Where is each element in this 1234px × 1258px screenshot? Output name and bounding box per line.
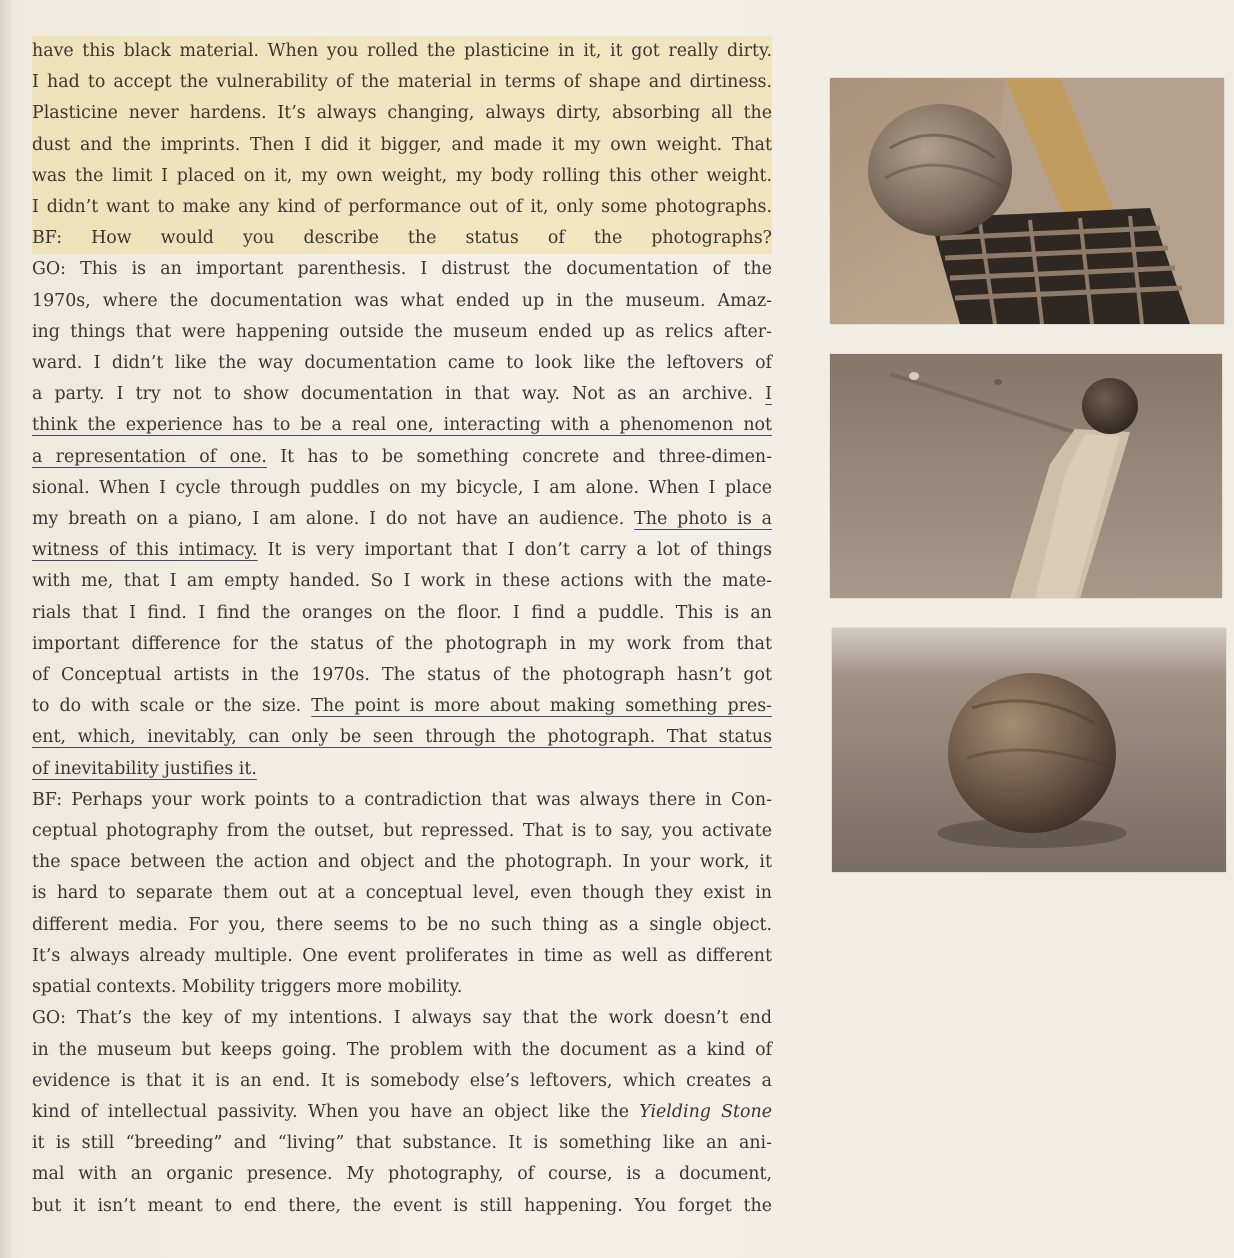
text-line bbox=[32, 816, 772, 847]
text-line bbox=[32, 223, 772, 254]
text-span: have this black material. When you rolled the plasticine in it, it got really dirty. bbox=[32, 41, 772, 61]
body-text bbox=[32, 36, 772, 1222]
text-span: It’s always already multiple. One event proliferates in time as well as different bbox=[32, 945, 772, 966]
text-line bbox=[32, 941, 772, 972]
underlined-passage: The point is more about making something pres- bbox=[311, 696, 772, 717]
text-line bbox=[32, 566, 772, 597]
text-span: Plasticine never hardens. It’s always changing, always dirty, absorbing all the bbox=[32, 103, 772, 124]
underlined-passage: witness of this intimacy. bbox=[32, 540, 258, 561]
text-line bbox=[32, 754, 772, 785]
text-line bbox=[32, 130, 772, 161]
text-line bbox=[32, 972, 772, 1003]
underlined-passage: ent, which, inevitably, can only be seen through the photograph. That status bbox=[32, 727, 772, 748]
text-span: with me, that I am empty handed. So I work in these actions with the mate- bbox=[32, 571, 772, 592]
text-line bbox=[32, 1035, 772, 1066]
text-line bbox=[32, 910, 772, 941]
text-line bbox=[32, 504, 772, 535]
text-line bbox=[32, 192, 772, 223]
text-span: It is very important that I don’t carry a lot of things bbox=[257, 540, 772, 561]
text-span: BF: Perhaps your work points to a contradiction that was always there in Con- bbox=[32, 789, 772, 810]
text-line bbox=[32, 722, 772, 753]
text-span: I didn’t want to make any kind of performance out of it, only some photographs. bbox=[32, 197, 772, 218]
text-span: 1970s, where the documentation was what ended up in the museum. Amaz- bbox=[32, 290, 772, 311]
text-line bbox=[32, 36, 772, 67]
text-span: it is still “breeding” and “living” that substance. It is something like an ani- bbox=[32, 1133, 772, 1154]
text-span: mal with an organic presence. My photography, of course, is a document, bbox=[32, 1164, 772, 1185]
text-span: ward. I didn’t like the way documentation came to look like the leftovers of bbox=[32, 353, 772, 374]
italic-title: Yielding Stone bbox=[639, 1101, 772, 1122]
text-span: I had to accept the vulnerability of the material in terms of shape and dirtiness. bbox=[32, 72, 772, 93]
text-span: kind of intellectual passivity. When you have an object like the bbox=[32, 1101, 640, 1122]
text-line bbox=[32, 473, 772, 504]
text-span: evidence is that it is an end. It is somebody else’s leftovers, which creates a bbox=[32, 1070, 772, 1091]
text-line bbox=[32, 847, 772, 878]
text-span: ceptual photography from the outset, but repressed. That is to say, you activate bbox=[32, 821, 772, 842]
text-line bbox=[32, 1128, 772, 1159]
text-span: dust and the imprints. Then I did it bigger, and made it my own weight. That bbox=[32, 134, 772, 155]
text-line bbox=[32, 410, 772, 441]
text-line bbox=[32, 1097, 772, 1128]
text-line bbox=[32, 254, 772, 285]
text-span: is hard to separate them out at a conceptual level, even though they exist in bbox=[32, 883, 772, 904]
stone-on-road-photo bbox=[830, 354, 1222, 598]
text-line bbox=[32, 317, 772, 348]
page-gutter-shadow bbox=[0, 0, 14, 1258]
text-line bbox=[32, 1191, 772, 1222]
text-span: different media. For you, there seems to be no such thing as a single object. bbox=[32, 914, 772, 935]
text-line bbox=[32, 691, 772, 722]
text-span: sional. When I cycle through puddles on my bicycle, I am alone. When I place bbox=[32, 477, 772, 498]
text-line bbox=[32, 535, 772, 566]
text-span: the space between the action and object and the photograph. In your work, it bbox=[32, 852, 772, 873]
text-span: GO: This is an important parenthesis. I distrust the documentation of the bbox=[32, 259, 772, 280]
text-span: to do with scale or the size. bbox=[32, 696, 312, 717]
text-span: in the museum but keeps going. The problem with the document as a kind of bbox=[32, 1039, 772, 1060]
text-line bbox=[32, 1066, 772, 1097]
text-span: but it isn’t meant to end there, the event is still happening. You forget the bbox=[32, 1195, 772, 1216]
text-span: It has to be something concrete and three-dimen- bbox=[266, 446, 773, 467]
text-line bbox=[32, 785, 772, 816]
text-span: rials that I find. I find the oranges on the floor. I find a puddle. This is an bbox=[32, 602, 772, 623]
text-span: of Conceptual artists in the 1970s. The status of the photograph hasn’t got bbox=[32, 665, 772, 686]
text-line bbox=[32, 629, 772, 660]
text-line bbox=[32, 1003, 772, 1034]
stone-by-drain-photo bbox=[830, 78, 1224, 324]
text-line bbox=[32, 286, 772, 317]
text-line bbox=[32, 598, 772, 629]
text-line bbox=[32, 161, 772, 192]
underlined-passage: The photo is a bbox=[634, 509, 772, 530]
text-line bbox=[32, 379, 772, 410]
text-line bbox=[32, 98, 772, 129]
underlined-passage: a representation of one. bbox=[32, 446, 267, 467]
underlined-passage: of inevitability justifies it. bbox=[32, 758, 257, 779]
text-span: a party. I try not to show documentation in that way. Not as an archive. bbox=[32, 384, 766, 405]
stone-closeup-photo bbox=[832, 628, 1226, 872]
text-line bbox=[32, 878, 772, 909]
text-span: ing things that were happening outside the museum ended up as relics after- bbox=[32, 321, 772, 342]
text-span: my breath on a piano, I am alone. I do not have an audience. bbox=[32, 509, 635, 530]
underlined-passage: I bbox=[765, 384, 772, 405]
text-span: BF: How would you describe the status of the photographs? bbox=[32, 228, 772, 249]
text-span: GO: That’s the key of my intentions. I always say that the work doesn’t end bbox=[32, 1008, 772, 1029]
text-line bbox=[32, 442, 772, 473]
text-line bbox=[32, 67, 772, 98]
text-line bbox=[32, 348, 772, 379]
text-line bbox=[32, 660, 772, 691]
text-line bbox=[32, 1159, 772, 1190]
text-span: spatial contexts. Mobility triggers more mobility. bbox=[32, 977, 463, 998]
text-span: was the limit I placed on it, my own weight, my body rolling this other weight. bbox=[32, 165, 772, 186]
text-span: important difference for the status of the photograph in my work from that bbox=[32, 633, 772, 654]
underlined-passage: think the experience has to be a real one, interacting with a phenomenon not bbox=[32, 415, 772, 436]
